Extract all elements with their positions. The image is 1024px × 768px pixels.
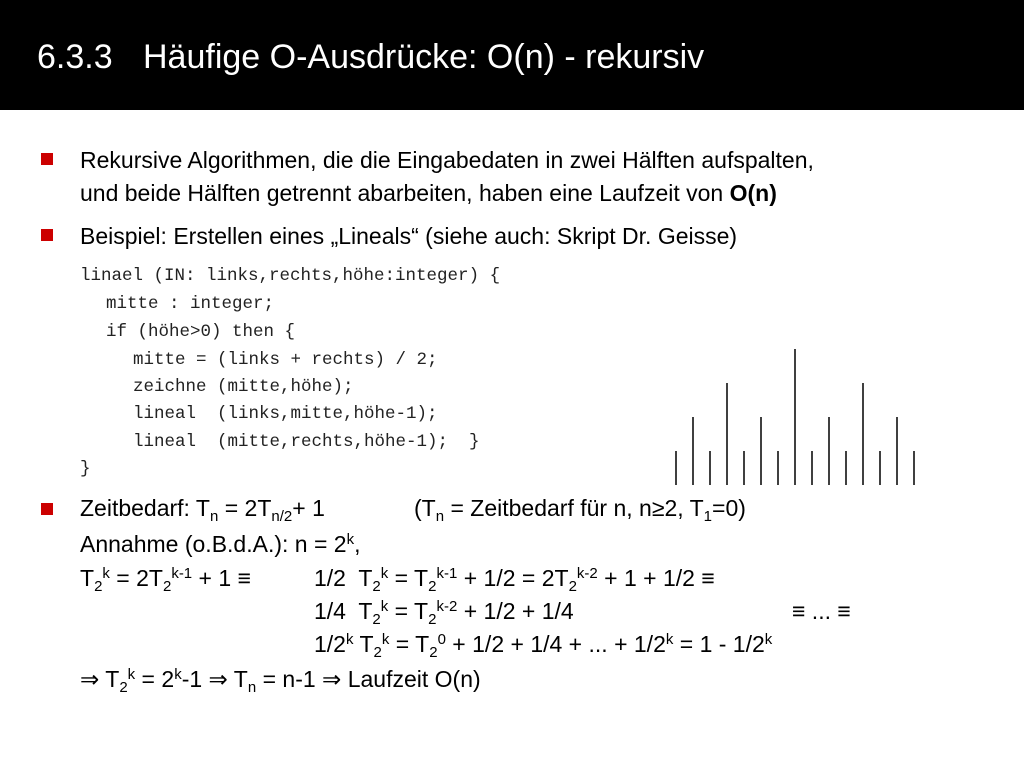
bullet2-text: Beispiel: Erstellen eines „Lineals“ (siehe auch: Skript Dr. Geisse)	[80, 223, 738, 249]
code-line-2: mitte : integer;	[106, 294, 275, 314]
conclusion-line: ⇒ $T_2^k = 2^k-1$ ⇒ $T_n = n-1$ ⇒ Laufzeit O(n)	[80, 666, 481, 696]
ruler-illustration	[660, 340, 930, 490]
code-line-8: }	[80, 459, 91, 479]
code-line-1: linael (IN: links,rechts,höhe:integer) {	[80, 266, 501, 286]
zeitbedarf-line: Zeitbedarf: $T_n = 2T_{n/2}+ 1$	[80, 495, 325, 525]
annahme-line: Annahme (o.B.d.A.): $n = 2^k$,	[80, 531, 361, 557]
code-line-3: if (höhe>0) then {	[106, 322, 296, 342]
bullet1-line2-text: und beide Hälften getrennt abarbeiten, haben eine Laufzeit von	[80, 180, 730, 206]
code-line-5: zeichne (mitte,höhe);	[133, 377, 354, 397]
recurrence-row1-left: $T_2^k = 2T_2^{k-1} + 1$ ≡	[80, 565, 251, 595]
recurrence-row1-right: 1/2 $T_2^k = T_2^{k-1} + 1/2 = 2T_2^{k-2} + 1 + 1/2$ ≡	[314, 565, 715, 595]
bullet1-line1: Rekursive Algorithmen, die die Eingabedaten in zwei Hälften aufspalten,	[80, 147, 814, 173]
recurrence-row3: 1/2$^k$ $T_2^k = T_2^0 + 1/2 + 1/4$ + ... + $1/2^k = 1 - 1/2^k$	[314, 631, 773, 661]
zeitbedarf-definition: ($T_n$ = Zeitbedarf für n, n≥2, $T_1=0$)	[414, 495, 746, 525]
code-line-4: mitte = (links + rechts) / 2;	[133, 350, 438, 370]
bullet-square-3	[41, 503, 53, 515]
title-bar	[0, 0, 1024, 110]
section-number: 6.3.3	[37, 38, 113, 76]
bullet1-bold-complexity: O(n)	[729, 180, 777, 206]
recurrence-row2: 1/4 $T_2^k = T_2^{k-2} + 1/2 + 1/4$	[314, 598, 574, 628]
bullet-square-2	[41, 229, 53, 241]
recurrence-row2-dots: ≡ ... ≡	[792, 598, 851, 624]
code-line-7: lineal (mitte,rechts,höhe-1); }	[133, 432, 480, 452]
bullet1-line2	[80, 182, 777, 205]
slide-title: Häufige O-Ausdrücke: O(n) - rekursiv	[143, 38, 705, 76]
code-line-6: lineal (links,mitte,höhe-1);	[133, 404, 438, 424]
bullet-square-1	[41, 153, 53, 165]
